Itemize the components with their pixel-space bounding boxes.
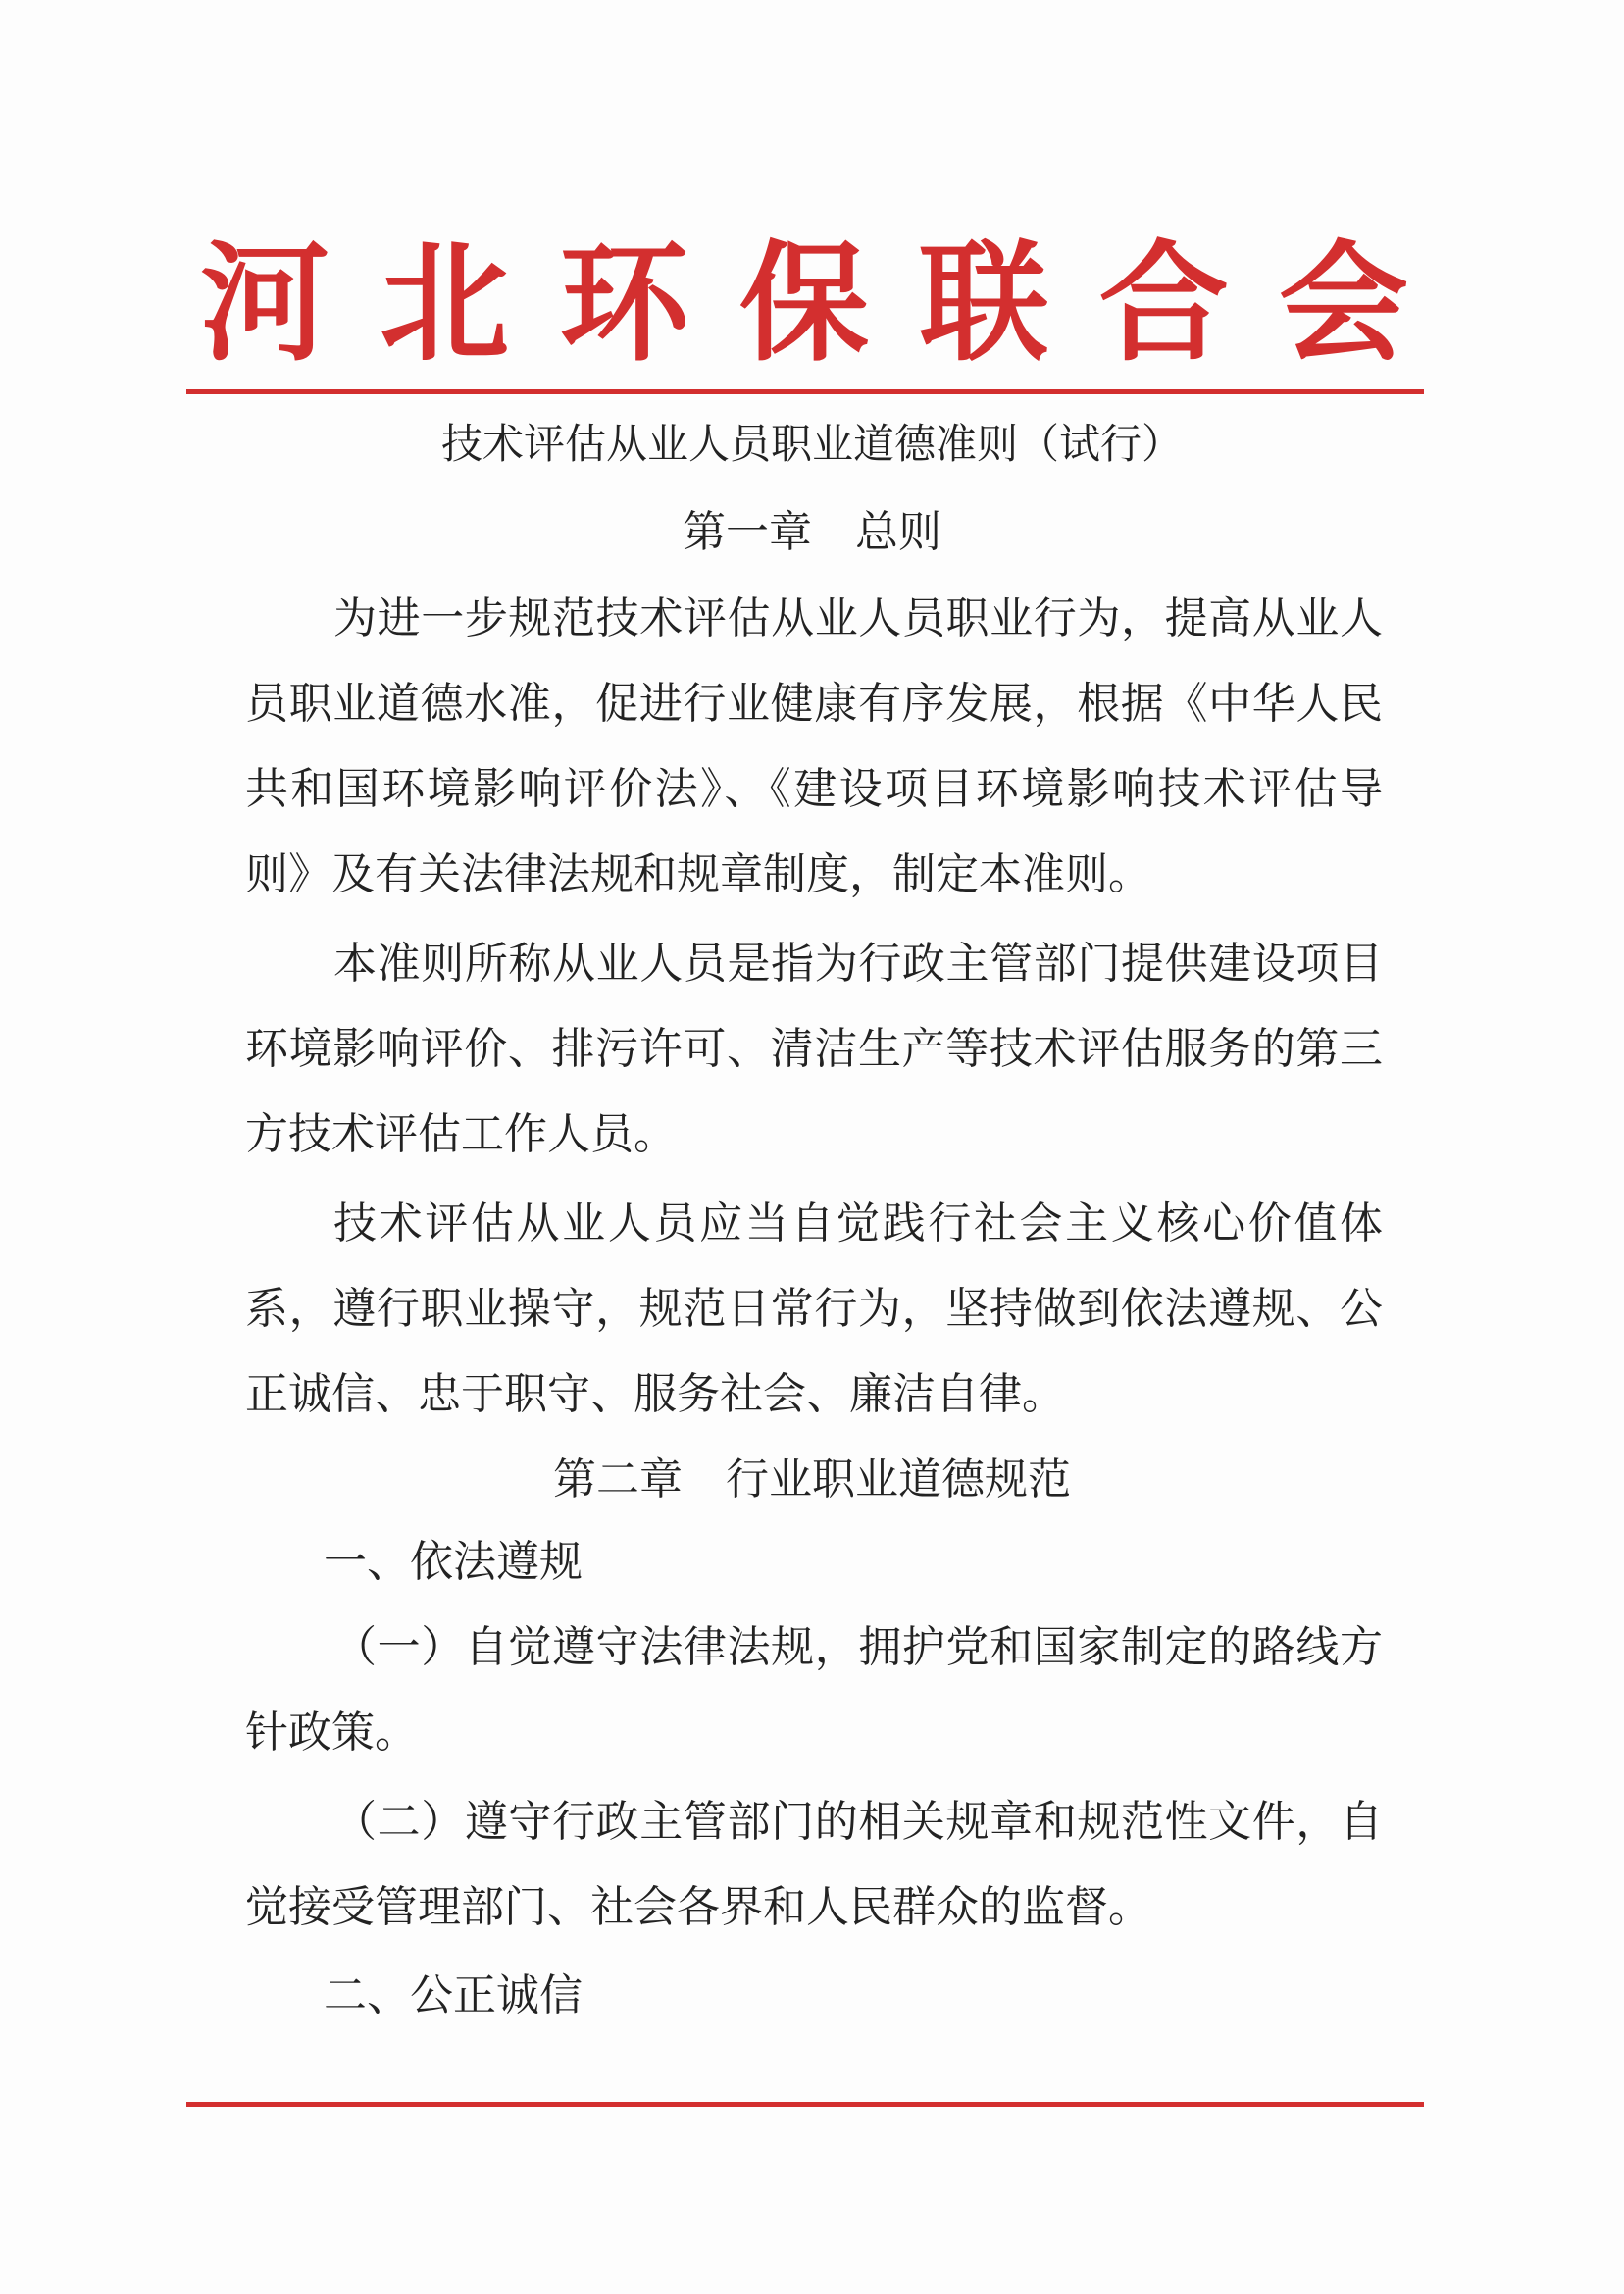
- letterhead-divider-top: [186, 389, 1424, 394]
- document-title: 技术评估从业人员职业道德准则（试行）: [440, 420, 1183, 468]
- letterhead-char: 北: [380, 229, 510, 380]
- section-heading: 一、依法遵规: [324, 1537, 583, 1587]
- footer-divider: [186, 2102, 1424, 2107]
- paragraph-line: 员职业道德水准，促进行业健康有序发展，根据《中华人民: [245, 679, 1383, 729]
- letterhead-char: 保: [738, 229, 869, 380]
- chapter-2-heading: 第二章 行业职业道德规范: [553, 1454, 1071, 1504]
- paragraph-line: （二）遵守行政主管部门的相关规章和规范性文件，自: [333, 1797, 1383, 1847]
- letterhead-char: 联: [919, 229, 1049, 380]
- paragraph-line: 则》及有关法律法规和规章制度，制定本准则。: [245, 849, 1151, 899]
- organization-letterhead: [186, 226, 1422, 382]
- paragraph-line: 针政策。: [245, 1708, 418, 1758]
- paragraph-line: 为进一步规范技术评估从业人员职业行为，提高从业人: [333, 593, 1383, 643]
- paragraph-line: 方技术评估工作人员。: [245, 1109, 677, 1159]
- paragraph-line: 环境影响评价、排污许可、清洁生产等技术评估服务的第三: [245, 1024, 1383, 1074]
- paragraph-line: （一）自觉遵守法律法规，拥护党和国家制定的路线方: [333, 1622, 1383, 1672]
- paragraph-line: 技术评估从业人员应当自觉践行社会主义核心价值体: [333, 1198, 1383, 1249]
- paragraph-line: 系，遵行职业操守，规范日常行为，坚持做到依法遵规、公: [245, 1284, 1383, 1334]
- letterhead-char: 河: [200, 229, 330, 380]
- paragraph-line: 觉接受管理部门、社会各界和人民群众的监督。: [245, 1882, 1151, 1932]
- letterhead-char: 会: [1278, 229, 1408, 380]
- letterhead-char: 环: [559, 229, 689, 380]
- letterhead-char: 合: [1098, 229, 1229, 380]
- section-heading: 二、公正诚信: [324, 1970, 583, 2020]
- paragraph-line: 本准则所称从业人员是指为行政主管部门提供建设项目: [333, 939, 1383, 989]
- chapter-1-heading: 第一章 总则: [683, 507, 941, 557]
- paragraph-line: 正诚信、忠于职守、服务社会、廉洁自律。: [245, 1369, 1065, 1419]
- paragraph-line: 共和国环境影响评价法》、《建设项目环境影响技术评估导: [245, 764, 1383, 814]
